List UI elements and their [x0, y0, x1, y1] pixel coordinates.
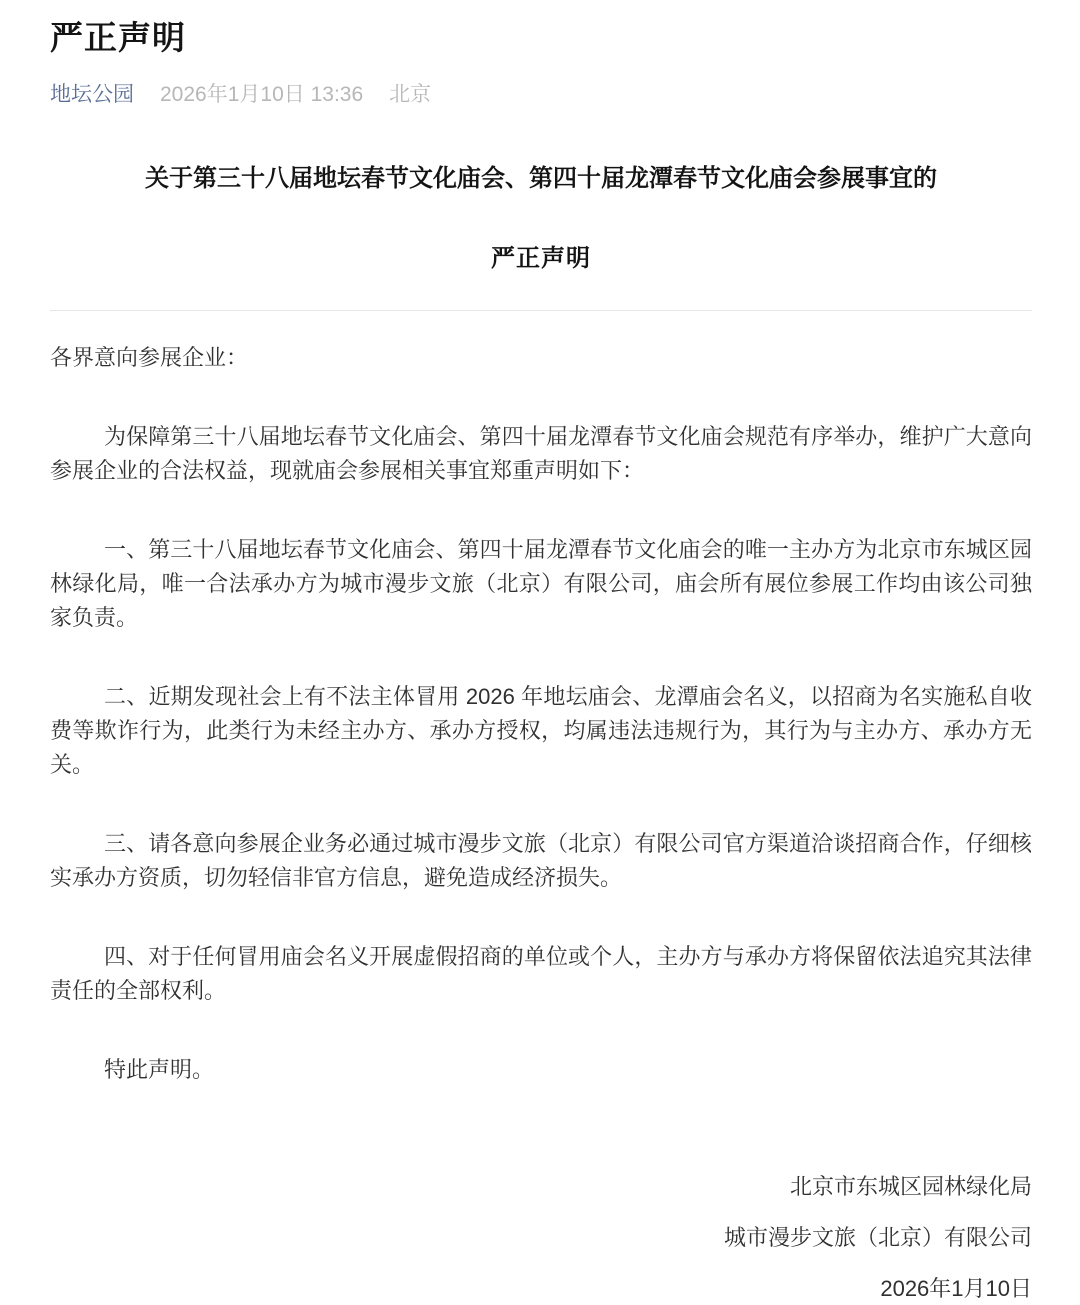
statement-headline-line1: 关于第三十八届地坛春节文化庙会、第四十届龙潭春节文化庙会参展事宜的 — [145, 165, 937, 192]
account-source-link[interactable]: 地坛公园 — [50, 83, 134, 106]
signature-undertaker: 城市漫步文旅（北京）有限公司 — [723, 1225, 1032, 1250]
statement-paragraph-item2: 二、近期发现社会上有不法主体冒用 2026 年地坛庙会、龙潭庙会名义，以招商为名实施私自收费等欺诈行为，此类行为未经主办方、承办方授权，均属违法违规行为，其行为与主办方、承办方无关。 — [50, 684, 1032, 777]
statement-paragraph-item1: 一、第三十八届地坛春节文化庙会、第四十届龙潭春节文化庙会的唯一主办方为北京市东城区园林绿化局，唯一合法承办方为城市漫步文旅（北京）有限公司，庙会所有展位参展工作均由该公司独家负责。 — [50, 537, 1032, 630]
publish-location: 北京 — [389, 83, 432, 106]
statement-paragraph-item4: 四、对于任何冒用庙会名义开展虚假招商的单位或个人，主办方与承办方将保留依法追究其法律责任的全部权利。 — [50, 944, 1032, 1003]
salutation: 各界意向参展企业： — [50, 345, 249, 370]
statement-closing: 特此声明。 — [104, 1057, 215, 1082]
statement-headline-line2: 严正声明 — [491, 245, 591, 272]
signature-block — [50, 1170, 1032, 1305]
statement-paragraph-item3: 三、请各意向参展企业务必通过城市漫步文旅（北京）有限公司官方渠道洽谈招商合作，仔细核实承办方资质，切勿轻信非官方信息，避免造成经济损失。 — [50, 831, 1032, 890]
page-title: 严正声明 — [50, 19, 186, 56]
publish-datetime: 2026年1月10日 13:36 — [160, 83, 364, 106]
article-meta — [50, 80, 1032, 110]
statement-paragraph-intro: 为保障第三十八届地坛春节文化庙会、第四十届龙潭春节文化庙会规范有序举办，维护广大意向参展企业的合法权益，现就庙会参展相关事宜郑重声明如下： — [50, 424, 1032, 483]
signature-date: 2026年1月10日 — [880, 1276, 1032, 1301]
signature-organizer: 北京市东城区园林绿化局 — [789, 1174, 1032, 1199]
section-divider — [50, 310, 1032, 311]
